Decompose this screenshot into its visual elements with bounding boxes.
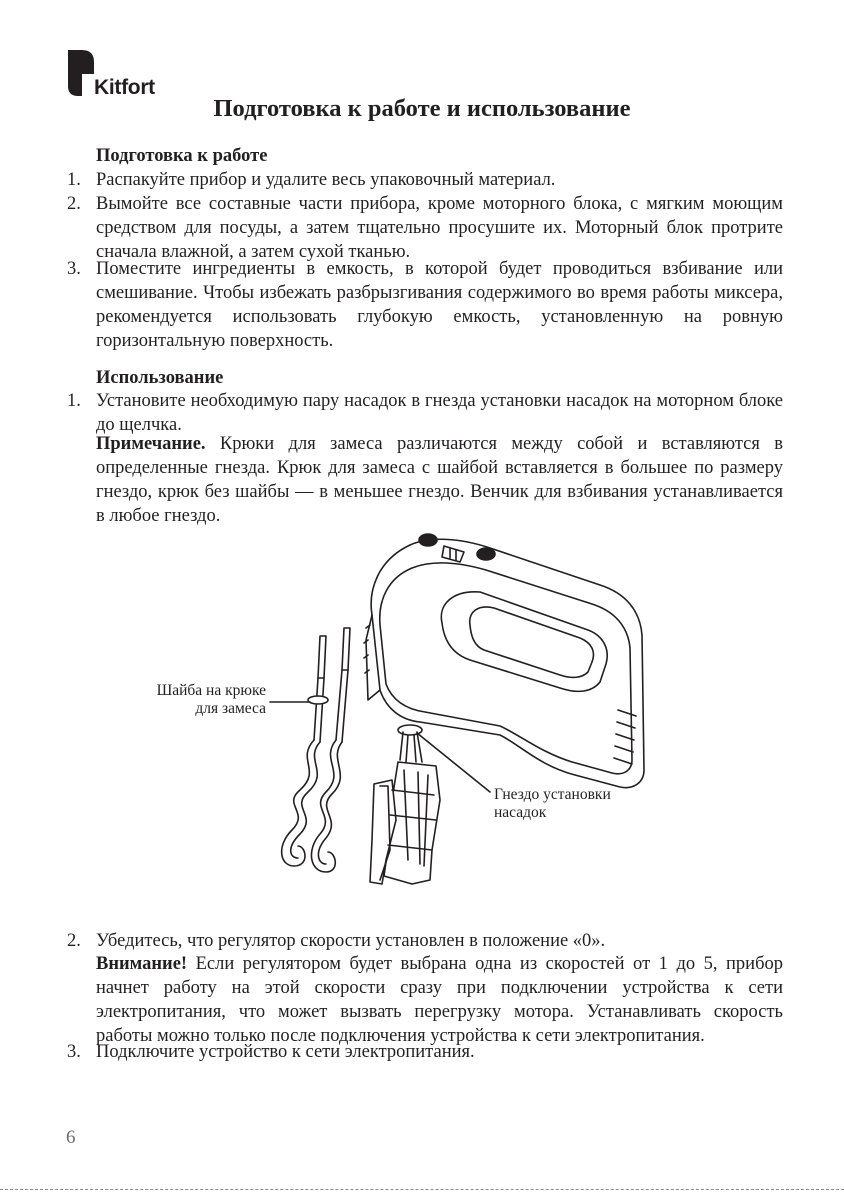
item-number: 2. <box>67 931 81 951</box>
list-item <box>67 1040 783 1064</box>
label-socket <box>494 786 611 822</box>
page-title: Подготовка к работе и использование <box>213 95 631 122</box>
note-text: Крюки для замеса различаются между собой и вставляются в определенные гнезда. Крюк для замеса с шайбой вставляется в большее по размеру гнездо, крюк без шайбы — в меньшее гнездо. Венчик для взбивания устанавливается в любое гнездо. <box>96 434 783 526</box>
section-heading-preparation: Подготовка к работе <box>96 146 268 166</box>
warning-text: Если регулятором будет выбрана одна из скоростей от 1 до 5, прибор начнет работу на этой скорости сразу при подключении устройства к сети электропитания, что может вызвать перегрузку мотора. Устанавливать скорость работы можно только после подключения устройства к сети электропитания. <box>96 954 783 1046</box>
page-bottom-rule <box>0 1189 844 1190</box>
item-text: Установите необходимую пару насадок в гнезда установки насадок на моторном блоке до щелчка. <box>96 391 783 435</box>
label-hook-washer-line1: Шайба на крюке <box>156 682 266 699</box>
section-heading-usage: Использование <box>96 368 224 388</box>
list-item <box>67 929 783 953</box>
item-number: 1. <box>67 391 81 411</box>
note-label: Примечание. <box>96 434 206 454</box>
item-text: Поместите ингредиенты в емкость, в которой будет проводиться взбивание или смешивание. Чтобы избежать разбрызгивания содержимого во время работы миксера, рекомендуется использовать глубокую емкость, установленную на ровную горизонтальную поверхность. <box>96 259 783 351</box>
label-socket-line1: Гнездо установки <box>494 786 611 803</box>
item-number: 3. <box>67 1042 81 1062</box>
item-text: Подключите устройство к сети электропитания. <box>96 1042 475 1062</box>
warning-paragraph <box>96 952 783 1048</box>
dough-hooks <box>282 628 350 872</box>
brand-name: Kitfort <box>94 76 155 99</box>
item-text: Распакуйте прибор и удалите весь упаковочный материал. <box>96 170 556 190</box>
item-number: 3. <box>67 259 81 279</box>
item-text: Вымойте все составные части прибора, кроме моторного блока, с мягким моющим средством для посуды, а затем тщательно просушите их. Моторный блок протрите сначала влажной, а затем сухой тканью. <box>96 194 783 262</box>
item-number: 2. <box>67 194 81 214</box>
label-hook-washer <box>150 682 266 718</box>
item-number: 1. <box>67 170 81 190</box>
attachment-socket <box>398 725 422 762</box>
item-text: Убедитесь, что регулятор скорости установлен в положение «0». <box>96 931 606 951</box>
whisk-beaters <box>370 762 440 884</box>
label-hook-washer-line2: для замеса <box>195 700 266 717</box>
warning-label: Внимание! <box>96 954 188 974</box>
label-socket-line2: насадок <box>494 804 547 821</box>
mixer-body <box>364 534 644 788</box>
page-number: 6 <box>66 1127 76 1148</box>
